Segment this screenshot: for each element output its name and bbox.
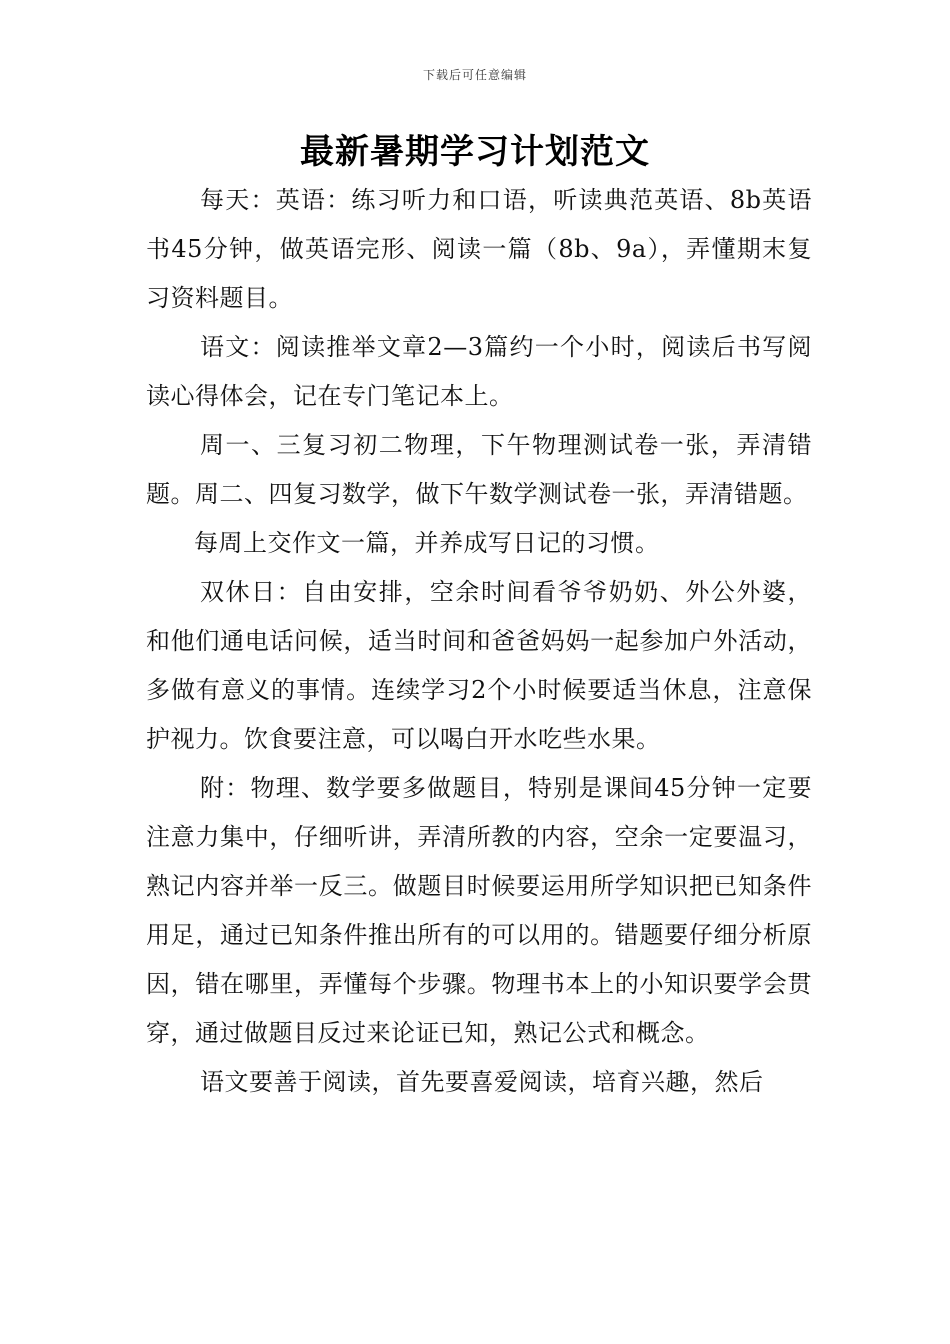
paragraph-daily-english: 每天：英语：练习听力和口语，听读典范英语、8b英语书45分钟，做英语完形、阅读一篇（8b、9a），弄懂期末复习资料题目。: [146, 186, 812, 312]
paragraph-chinese-tips: 语文要善于阅读，首先要喜爱阅读，培育兴趣，然后: [200, 1068, 764, 1096]
paragraph-weekend: 双休日：自由安排，空余时间看爷爷奶奶、外公外婆，和他们通电话问候，适当时间和爸爸妈妈一起参加户外活动，多做有意义的事情。连续学习2个小时候要适当休息，注意保护视力。饮食要注意，可以喝白开水吃些水果。: [146, 578, 812, 753]
document-title: 最新暑期学习计划范文: [300, 132, 650, 172]
paragraph-weekly-essay: 每周上交作文一篇，并养成写日记的习惯。: [194, 529, 660, 557]
paragraph-appendix: 附：物理、数学要多做题目，特别是课间45分钟一定要注意力集中，仔细听讲，弄清所教的内容，空余一定要温习，熟记内容并举一反三。做题目时候要运用所学知识把已知条件用足，通过已知条件推出所有的可以用的。错题要仔细分析原因，错在哪里，弄懂每个步骤。物理书本上的小知识要学会贯穿，通过做题目反过来论证已知，熟记公式和概念。: [146, 774, 812, 1047]
header-note: 下载后可任意编辑: [422, 68, 527, 82]
paragraph-chinese-reading: 语文：阅读推举文章2—3篇约一个小时，阅读后书写阅读心得体会，记在专门笔记本上。: [146, 333, 812, 410]
paragraph-weekday-review: 周一、三复习初二物理，下午物理测试卷一张，弄清错题。周二、四复习数学，做下午数学测试卷一张，弄清错题。: [146, 431, 812, 508]
document-body: [146, 176, 812, 1107]
